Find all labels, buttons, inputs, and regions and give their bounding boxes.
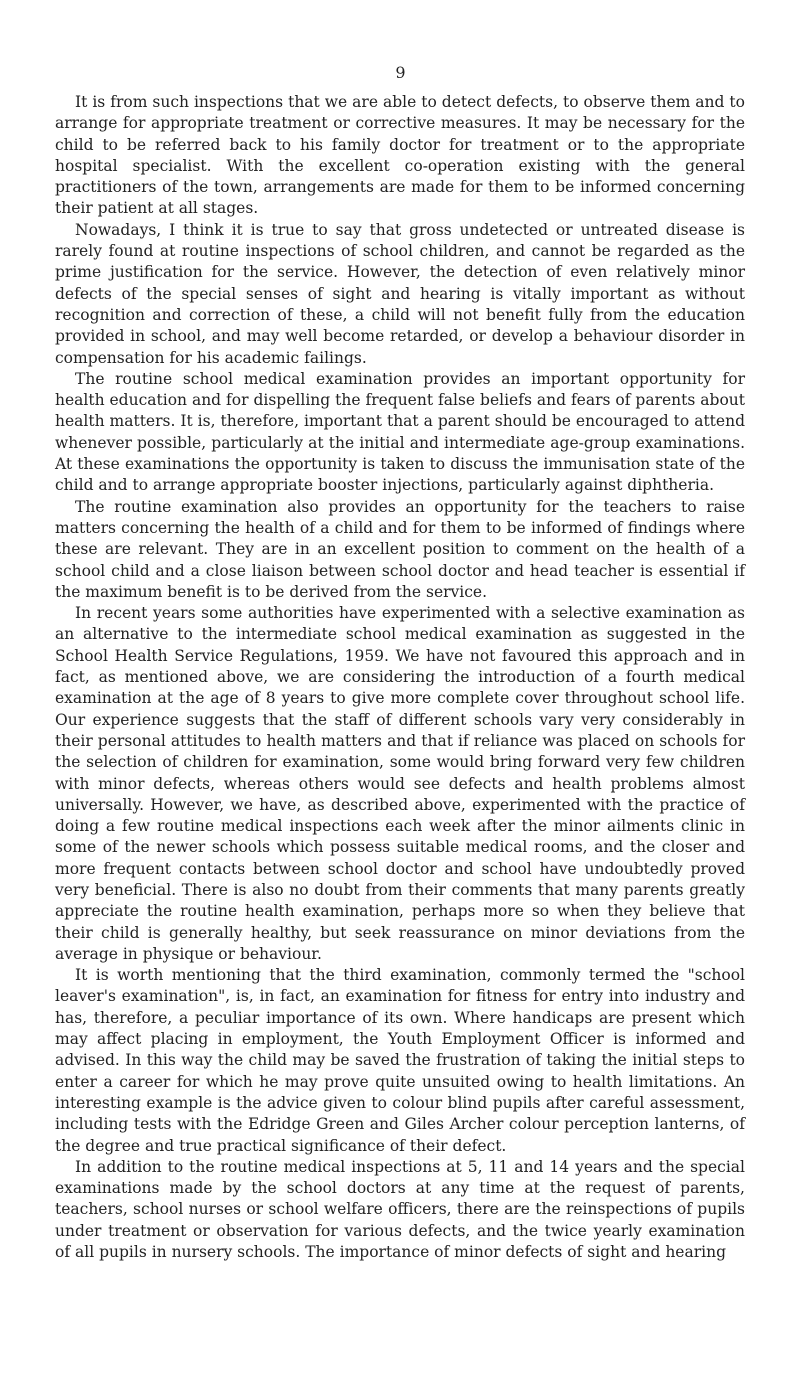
paragraph-2: Nowadays, I think it is true to say that gross undetected or untreated disease is rarely found at routine inspections of school children, and cannot be regarded as the prime justification for the service. However, the detection of even relatively minor defects of the special senses of sight and hearing is vitally important as without recognition and correction of these, a child will not benefit fully from the education provided in school, and may well become retarded, or develop a behaviour disorder in compensation for his academic failings. [55, 220, 745, 367]
paragraph-1: It is from such inspections that we are able to detect defects, to observe them and to arrange for appropriate treatment or corrective measures. It may be necessary for the child to be referred back to his family doctor for treatment or to the appropriate hospital specialist. With the excellent co-operation existing with the general practitioners of the town, arrangements are made for them to be informed concerning their patient at all stages. [55, 93, 745, 218]
paragraph-7: In addition to the routine medical inspections at 5, 11 and 14 years and the special examinations made by the school doctors at any time at the request of parents, teachers, school nurses or school welfare officers, there are the reinspections of pupils under treatment or observation for various defects, and the twice yearly examination of all pupils in nursery schools. The importance of minor defects of sight and hearing [55, 1157, 745, 1262]
paragraph-6: It is worth mentioning that the third examination, commonly termed the "school leaver's examination", is, in fact, an examination for fitness for entry into industry and has, therefore, a peculiar importance of its own. Where handicaps are present which may affect placing in employment, the Youth Employment Officer is informed and advised. In this way the child may be saved the frustration of taking the initial steps to enter a career for which he may prove quite unsuited owing to health limitations. An interesting example is the advice given to colour blind pupils after careful assessment, including tests with the Edridge Green and Giles Archer colour perception lanterns, of the degree and true practical significance of their defect. [55, 966, 745, 1155]
page-number: 9 [395, 63, 406, 82]
paragraph-3: The routine school medical examination provides an important opportunity for health education and for dispelling the frequent false beliefs and fears of parents about health matters. It is, therefore, important that a parent should be encouraged to attend whenever possible, particularly at the initial and intermediate age-group examinations. At these examinations the opportunity is taken to discuss the immunisation state of the child and to arrange appropriate booster injections, particularly against diphtheria. [55, 369, 745, 495]
body-text [55, 92, 745, 1263]
paragraph-5: In recent years some authorities have experimented with a selective examination as an alternative to the intermediate school medical examination as suggested in the School Health Service Regulations, 1959. We have not favoured this approach and in fact, as mentioned above, we are considering the introduction of a fourth medical examination at the age of 8 years to give more complete cover throughout school life. Our experience suggests that the staff of different schools vary very considerably in their personal attitudes to health matters and that if reliance was placed on schools for the selection of children for examination, some would bring forward very few children with minor defects, whereas others would see defects and health problems almost universally. However, we have, as described above, experimented with the practice of doing a few routine medical inspections each week after the minor ailments clinic in some of the newer schools which possess suitable medical rooms, and the closer and more frequent contacts between school doctor and school have undoubtedly proved very beneficial. There is also no doubt from their comments that many parents greatly appreciate the routine health examination, perhaps more so when they believe that their child is generally healthy, but seek reassurance on minor deviations from the average in physique or behaviour. [55, 604, 745, 963]
paragraph-4: The routine examination also provides an opportunity for the teachers to raise matters concerning the health of a child and for them to be informed of findings where these are relevant. They are in an excellent position to comment on the health of a school child and a close liaison between school doctor and head teacher is essential if the maximum benefit is to be derived from the service. [55, 497, 745, 601]
